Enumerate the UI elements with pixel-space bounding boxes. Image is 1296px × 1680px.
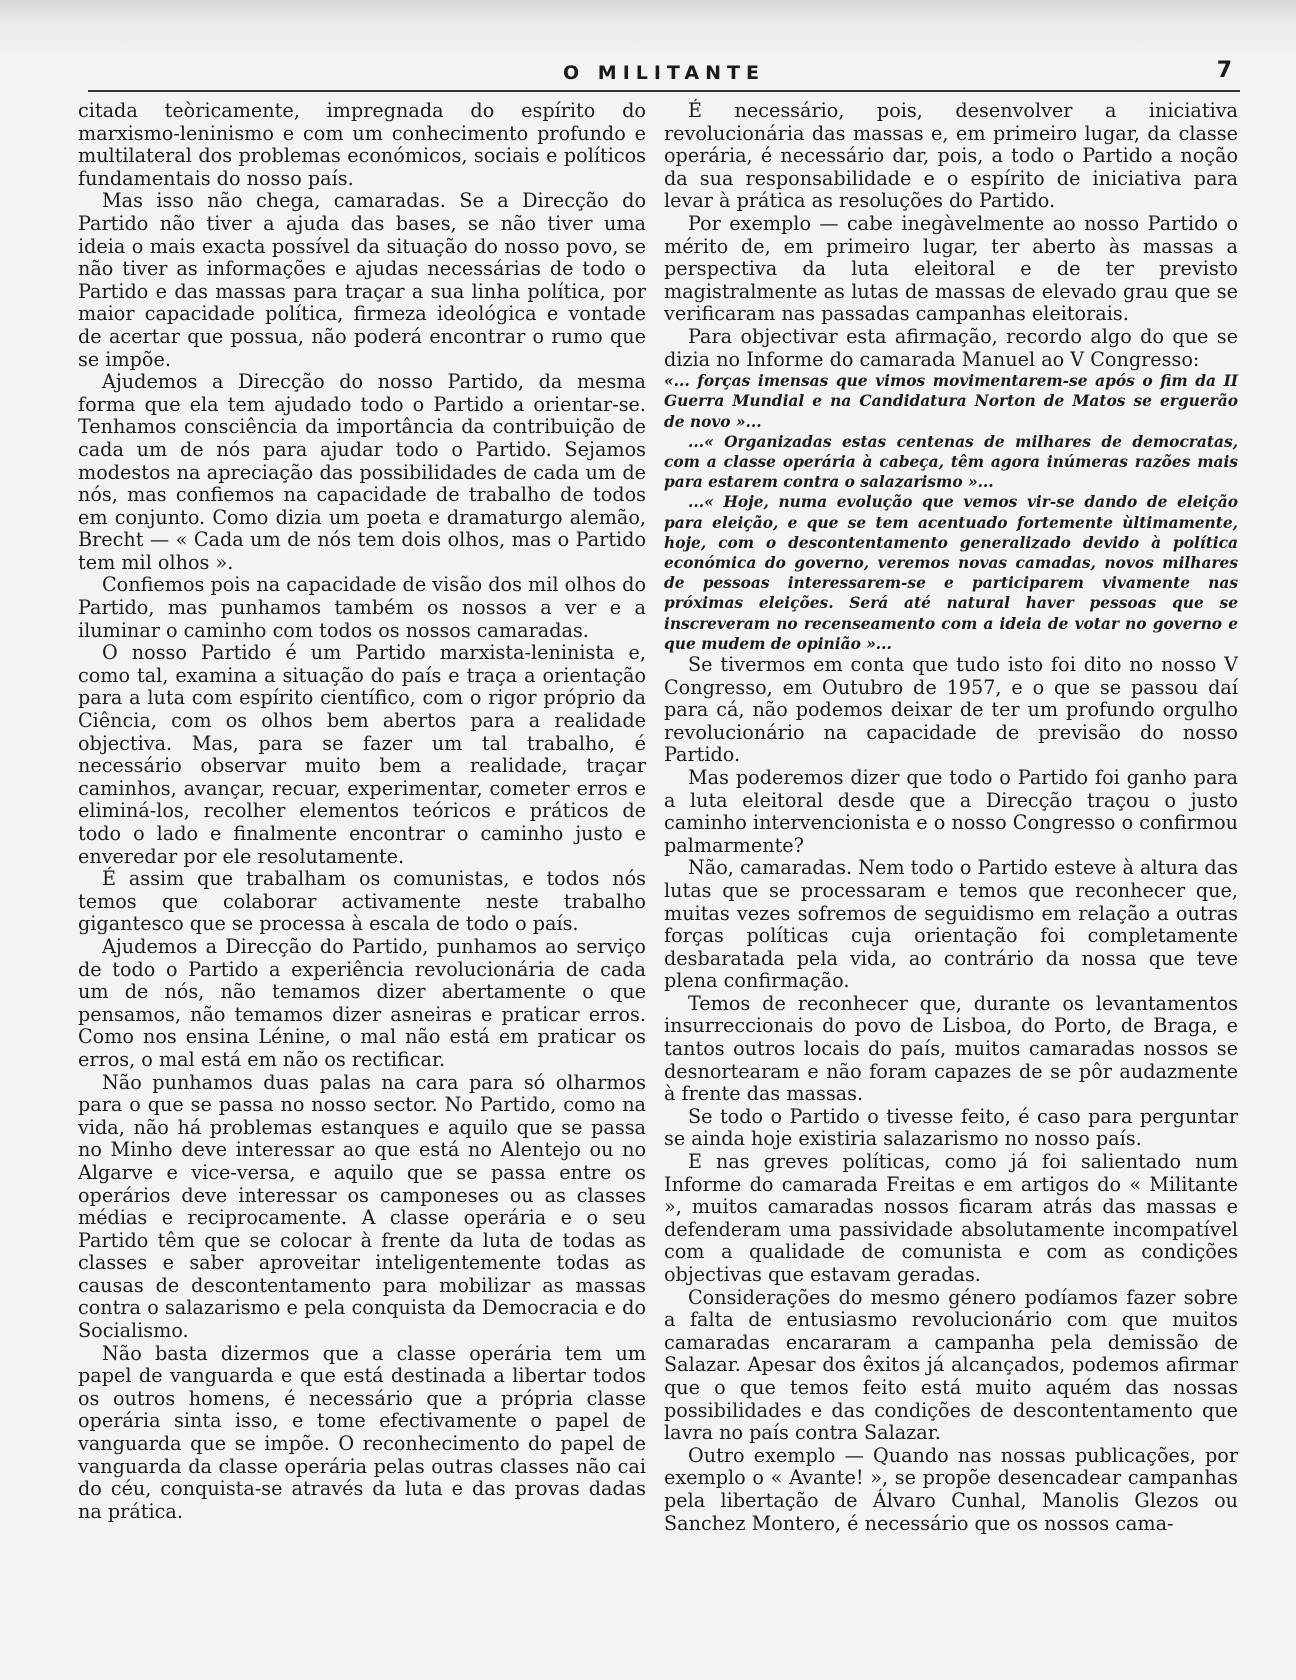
right-column bbox=[664, 100, 1238, 1535]
paragraph: Outro exemplo — Quando nas nossas publicações, por exemplo o « Avante! », se propõe desencadear campanhas pela libertação de Álvaro Cunhal, Manolis Glezos ou Sanchez Montero, é necessário que os nossos cama- bbox=[664, 1443, 1238, 1535]
paragraph: Ajudemos a Direcção do nosso Partido, da mesma forma que ela tem ajudado todo o Partido a orientar-se. Tenhamos consciência da importância da contribuição de cada um de nós para ajudar todo o Partido. Sejamos modestos na apreciação das possibilidades de cada um de nós, mas confiemos na capacidade de trabalho de todos em conjunto. Como dizia um poeta e dramaturgo alemão, Brecht — « Cada um de nós tem dois olhos, mas o Partido tem mil olhos ». bbox=[78, 370, 646, 574]
left-column bbox=[78, 100, 646, 1523]
paragraph: Mas isso não chega, camaradas. Se a Direcção do Partido não tiver a ajuda das bases, se não tiver uma ideia o mais exacta possível da situação do nosso povo, se não tiver as informações e ajudas necessárias de todo o Partido e das massas para traçar a sua linha política, por maior capacidade política, firmeza ideológica e vontade de acertar que possua, não poderá encontrar o rumo que se impõe. bbox=[78, 189, 646, 371]
paragraph: Se todo o Partido o tivesse feito, é caso para perguntar se ainda hoje existiria salazarismo no nosso país. bbox=[664, 1104, 1238, 1151]
paragraph: Temos de reconhecer que, durante os levantamentos insurreccionais do povo de Lisboa, do Porto, de Braga, e tantos outros locais do país, muitos camaradas nossos se desnortearam e não foram capazes de se pôr audazmente à frente das massas. bbox=[664, 991, 1238, 1106]
paragraph: Mas poderemos dizer que todo o Partido foi ganho para a luta eleitoral desde que a Direcção traçou o justo caminho intervencionista e o nosso Congresso o confirmou palmarmente? bbox=[664, 765, 1238, 857]
publication-title: O MILITANTE bbox=[563, 62, 765, 84]
header-rule bbox=[88, 90, 1240, 92]
paragraph: Confiemos pois na capacidade de visão dos mil olhos do Partido, mas punhamos também os nossos a ver e a iluminar o caminho com todos os nossos camaradas. bbox=[78, 573, 646, 642]
paragraph: Ajudemos a Direcção do Partido, punhamos ao serviço de todo o Partido a experiência revolucionária de cada um de nós, não temamos dizer abertamente o que pensamos, não temamos dizer asneiras e praticar erros. Como nos ensina Lénine, o mal não está em praticar os erros, o mal está em não os rectificar. bbox=[78, 934, 646, 1071]
paragraph: É assim que trabalham os comunistas, e todos nós temos que colaborar activamente neste trabalho gigantesco que se processa à escala de todo o país. bbox=[78, 867, 646, 936]
paragraph: Se tivermos em conta que tudo isto foi dito no nosso V Congresso, em Outubro de 1957, e o que se passou daí para cá, não podemos deixar de ter um profundo orgulho revolucionário na capacidade de previsão do nosso Partido. bbox=[664, 652, 1238, 767]
page-number: 7 bbox=[1216, 58, 1232, 83]
paragraph: citada teòricamente, impregnada do espírito do marxismo-leninismo e com um conhecimento profundo e multilateral dos problemas económicos, sociais e políticos fundamentais do nosso país. bbox=[78, 99, 646, 190]
paragraph: O nosso Partido é um Partido marxista-leninista e, como tal, examina a situação do país e traça a orientação para a luta com espírito científico, com o rigor próprio da Ciência, com os olhos bem abertos para a realidade objectiva. Mas, para se fazer um tal trabalho, é necessário observar muito bem a realidade, traçar caminhos, avançar, recuar, experimentar, cometer erros e eliminá-los, recolher elementos teóricos e práticos de todo o lado e finalmente encontrar o caminho justo e enveredar por ele resolutamente. bbox=[78, 641, 646, 868]
paragraph: Não basta dizermos que a classe operária tem um papel de vanguarda e que está destinada a libertar todos os outros homens, é necessário que a própria classe operária sinta isso, e tome efectivamente o papel de vanguarda que se impõe. O reconhecimento do papel de vanguarda da classe operária pelas outras classes não cai do céu, conquista-se através da luta e das provas dadas na prática. bbox=[78, 1341, 646, 1523]
paragraph: Para objectivar esta afirmação, recordo algo do que se dizia no Informe do camarada Manuel ao V Congresso: bbox=[664, 324, 1238, 371]
paragraph: Não, camaradas. Nem todo o Partido esteve à altura das lutas que se processaram e temos que reconhecer que, muitas vezes sofremos de seguidismo em relação a outras forças políticas cuja orientação foi completamente desbaratada pela vida, ao contrário da nossa que teve plena confirmação. bbox=[664, 856, 1238, 993]
quote-line: ...« Hoje, numa evolução que vemos vir-se dando de eleição para eleição, e que se tem acentuado fortemente ùltimamente, hoje, com o descontentamento generalizado devido à política económica do governo, veremos novas camadas, novos milhares de pessoas interessarem-se e participarem vivamente nas próximas eleições. Será até natural haver pessoas que se inscreveram no recenseamento com a ideia de votar no governo e que mudem de opinião »... bbox=[664, 493, 1238, 653]
page-grain bbox=[0, 0, 1296, 60]
paragraph: Considerações do mesmo género podíamos fazer sobre a falta de entusiasmo revolucionário com que muitos camaradas encararam a campanha pela demissão de Salazar. Apesar dos êxitos já alcançados, podemos afirmar que o que temos feito está muito aquém das nossas possibilidades e das condições de descontentamento que lavra no país contra Salazar. bbox=[664, 1285, 1238, 1445]
paragraph: E nas greves políticas, como já foi salientado num Informe do camarada Freitas e em artigos do « Militante », muitos camaradas nossos ficaram atrás das massas e defenderam uma passividade absolutamente incompatível com a qualidade de comunista e com as condições objectivas que estavam geradas. bbox=[664, 1150, 1238, 1286]
paragraph: Não punhamos duas palas na cara para só olharmos para o que se passa no nosso sector. No Partido, como na vida, não há problemas estanques e aquilo que se passa no Minho deve interessar ao que está no Alentejo ou no Algarve e vice-versa, e aquilo que se passa entre os operários deve interessar os camponeses ou as classes médias e reciprocamente. A classe operária e o seu Partido têm que se colocar à frente da luta de todas as classes e saber aproveitar inteligentemente todas as causas de descontentamento para mobilizar as massas contra o salazarismo e pela conquista da Democracia e do Socialismo. bbox=[78, 1070, 646, 1343]
quote-line: ...« Organizadas estas centenas de milhares de democratas, com a classe operária à cabeça, têm agora inúmeras razões mais para estarem contra o salazarismo »... bbox=[664, 432, 1238, 492]
quote-line: «... forças imensas que vimos movimentarem-se após o fim da II Guerra Mundial e na Candidatura Norton de Matos se erguerão de novo »... bbox=[664, 372, 1238, 431]
page-header bbox=[88, 58, 1240, 88]
paragraph: É necessário, pois, desenvolver a iniciativa revolucionária das massas e, em primeiro lugar, da classe operária, é necessário dar, pois, a todo o Partido a noção da sua responsabilidade e o espírito de iniciativa para levar à prática as resoluções do Partido. bbox=[664, 99, 1238, 213]
paragraph: Por exemplo — cabe inegàvelmente ao nosso Partido o mérito de, em primeiro lugar, ter aberto às massas a perspectiva da luta eleitoral e de ter previsto magistralmente as lutas de massas de elevado grau que se verificaram nas passadas campanhas eleitorais. bbox=[664, 211, 1238, 326]
